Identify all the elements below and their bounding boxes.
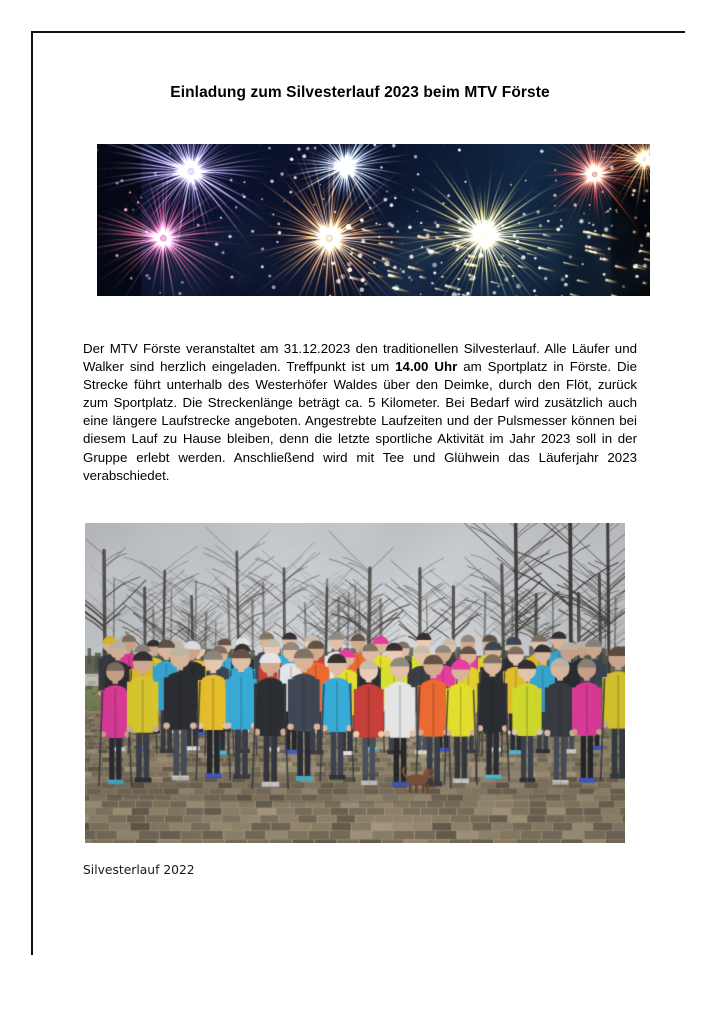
body-text-part1: Der MTV Förste veranstaltet am 31.12.2023 den traditionellen Silvesterlauf. Alle Läufer und Walker sind herzlich eingeladen. Treffpunkt ist um — [83, 341, 637, 375]
fireworks-photo — [97, 144, 650, 296]
group-photo-canvas — [85, 523, 625, 843]
page-border-left — [31, 31, 33, 955]
body-text-part2: am Sportplatz in Förste. Die Strecke führt unterhalb des Westerhöfer Waldes über den Deimke, durch den Flöt, zurück zum Sportplatz. Die Streckenlänge beträgt ca. 5 Kilometer. Bei Bedarf wird zusätzlich auch eine längere Laufstrecke angeboten. Angestrebte Laufzeiten und der Pulsmesser können bei diesem Lauf zu Hause bleiben, denn die letzte sportliche Aktivität im Jahr 2023 soll in der Gruppe erlebt werden. Anschließend wird mit Tee und Glühwein das Läuferjahr 2023 verabschiedet. — [83, 359, 637, 483]
photo-caption: Silvesterlauf 2022 — [83, 863, 195, 877]
page-border-top — [31, 31, 685, 33]
page-title: Einladung zum Silvesterlauf 2023 beim MTV Förste — [170, 84, 550, 101]
group-photo — [85, 523, 625, 843]
body-paragraph — [83, 340, 637, 485]
fireworks-photo-canvas — [97, 144, 650, 296]
body-text-highlight: 14.00 Uhr — [395, 359, 458, 375]
